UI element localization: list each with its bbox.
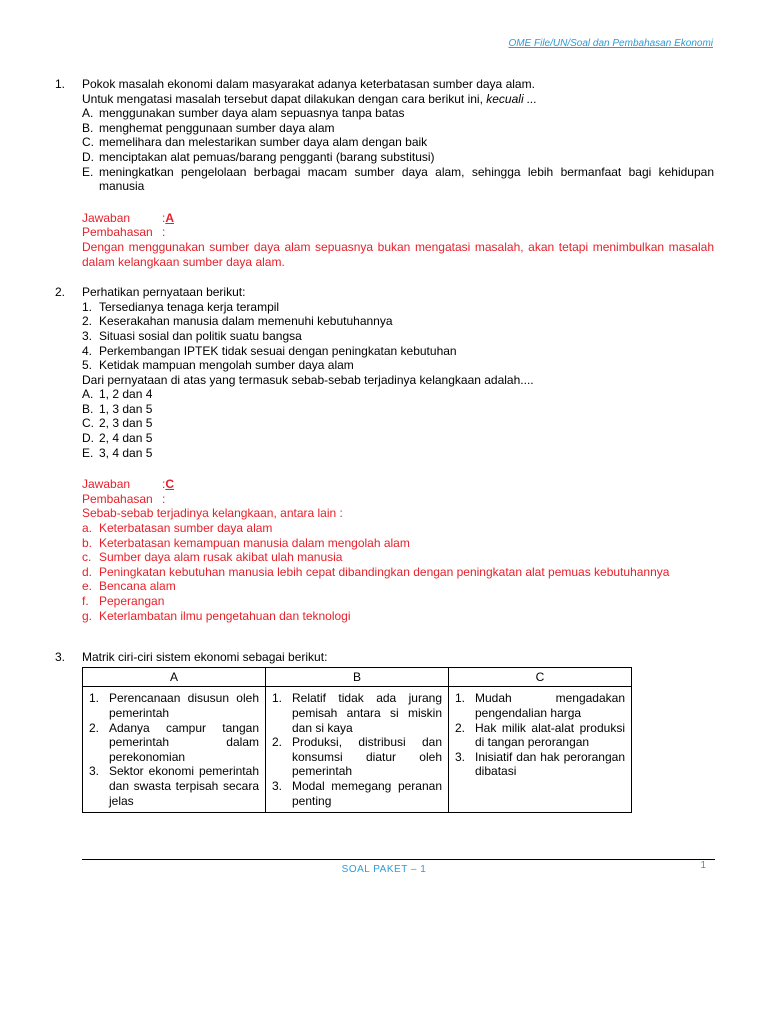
cell-item: 2. Hak milik alat-alat produksi di tangan perorangan [455,720,625,750]
option-d: D. menciptakan alat pemuas/barang pengganti (barang substitusi) [82,149,435,164]
column-header-c: C [449,667,632,687]
option-e: E. 3, 4 dan 5 [82,445,153,460]
question-intro: Perhatikan pernyataan berikut: [82,285,246,300]
table-cell-a [83,687,266,813]
cell-item: 2. Produksi, distribusi dan konsumsi diatur oleh pemerintah [272,735,442,779]
document-body [55,77,714,813]
cell-item: 2. Adanya campur tangan pemerintah dalam perekonomian [89,720,259,764]
question-2 [55,285,714,623]
discussion-item: a. Keterbatasan sumber daya alam [82,521,273,536]
statement-item: 4. Perkembangan IPTEK tidak sesuai dengan peningkatan kebutuhan [82,343,457,358]
cell-item: 3. Sektor ekonomi pemerintah dan swasta terpisah secara jelas [89,764,259,808]
economic-system-matrix [82,667,632,813]
question-number: 3. [55,650,66,665]
option-b: B. 1, 3 dan 5 [82,401,153,416]
option-b: B. menghemat penggunaan sumber daya alam [82,120,335,135]
question-text-line: Untuk mengatasi masalah tersebut dapat dilakukan dengan cara berikut ini, kecuali ... [82,91,537,106]
statement-item: 1. Tersedianya tenaga kerja terampil [82,299,280,314]
discussion-row: Pembahasan : [82,491,166,506]
except-word: kecuali ... [486,91,537,106]
option-d: D. 2, 4 dan 5 [82,431,153,446]
answer-block [82,477,714,623]
statement-item: 3. Situasi sosial dan politik suatu bangsa [82,328,302,343]
option-e: E. meningkatkan pengelolaan berbagai macam sumber daya alam, sehingga lebih bermanfaat bagi kehidupan manusia [82,164,714,194]
answer-block [82,211,714,269]
header-source-link[interactable]: OME File/UN/Soal dan Pembahasan Ekonomi [508,38,713,49]
table-cell-b [266,687,449,813]
table-header-row [83,667,632,687]
answer-letter: C [165,477,175,492]
discussion-item: c. Sumber daya alam rusak akibat ulah manusia [82,550,343,565]
question-number: 2. [55,285,66,300]
question-text-line: Pokok masalah ekonomi dalam masyarakat adanya keterbatasan sumber daya alam. [82,77,535,91]
answer-row: Jawaban : C [82,477,175,492]
discussion-item: d. Peningkatan kebutuhan manusia lebih cepat dibandingkan dengan peningkatan alat pemuas kebutuhannya [82,564,670,579]
discussion-item: b. Keterbatasan kemampuan manusia dalam mengolah alam [82,535,410,550]
discussion-item: e. Bencana alam [82,579,176,594]
discussion-item: f. Peperangan [82,594,165,608]
footer-divider [82,859,715,860]
discussion-text: Dengan menggunakan sumber daya alam sepuasnya bukan mengatasi masalah, akan tetapi menimbulkan masalah dalam kelangkaan sumber daya alam. [82,239,714,269]
option-c: C. 2, 3 dan 5 [82,416,153,431]
discussion-intro: Sebab-sebab terjadinya kelangkaan, antara lain : [82,506,343,521]
footer-label: SOAL PAKET – 1 [341,864,427,875]
discussion-item: g. Keterlambatan ilmu pengetahuan dan teknologi [82,608,351,623]
option-a: A. 1, 2 dan 4 [82,387,153,402]
question-3 [55,650,714,813]
option-a: A. menggunakan sumber daya alam sepuasnya tanpa batas [82,106,405,121]
question-number: 1. [55,77,66,91]
statement-item: 2. Keserakahan manusia dalam memenuhi kebutuhannya [82,314,393,329]
question-intro: Matrik ciri-ciri sistem ekonomi sebagai berikut: [82,650,328,665]
statement-item: 5. Ketidak mampuan mengolah sumber daya alam [82,358,354,373]
cell-item: 1. Perencanaan disusun oleh pemerintah [89,691,259,720]
table-row [83,687,632,813]
column-header-a: A [83,667,266,687]
question-1 [55,77,714,269]
cell-item: 3. Inisiatif dan hak perorangan dibatasi [455,749,625,779]
cell-item: 1. Mudah mengadakan pengendalian harga [455,691,625,720]
column-header-b: B [266,667,449,687]
answer-row: Jawaban : A [82,210,175,225]
cell-item: 3. Modal memegang peranan penting [272,778,442,808]
option-c: C. memelihara dan melestarikan sumber daya alam dengan baik [82,135,428,150]
table-cell-c [449,687,632,813]
question-prompt: Dari pernyataan di atas yang termasuk sebab-sebab terjadinya kelangkaan adalah.... [82,372,534,387]
cell-item: 1. Relatif tidak ada jurang pemisah antara si miskin dan si kaya [272,691,442,735]
answer-letter: A [165,210,175,225]
discussion-row: Pembahasan : [82,225,166,240]
page-number: 1 [700,860,706,871]
